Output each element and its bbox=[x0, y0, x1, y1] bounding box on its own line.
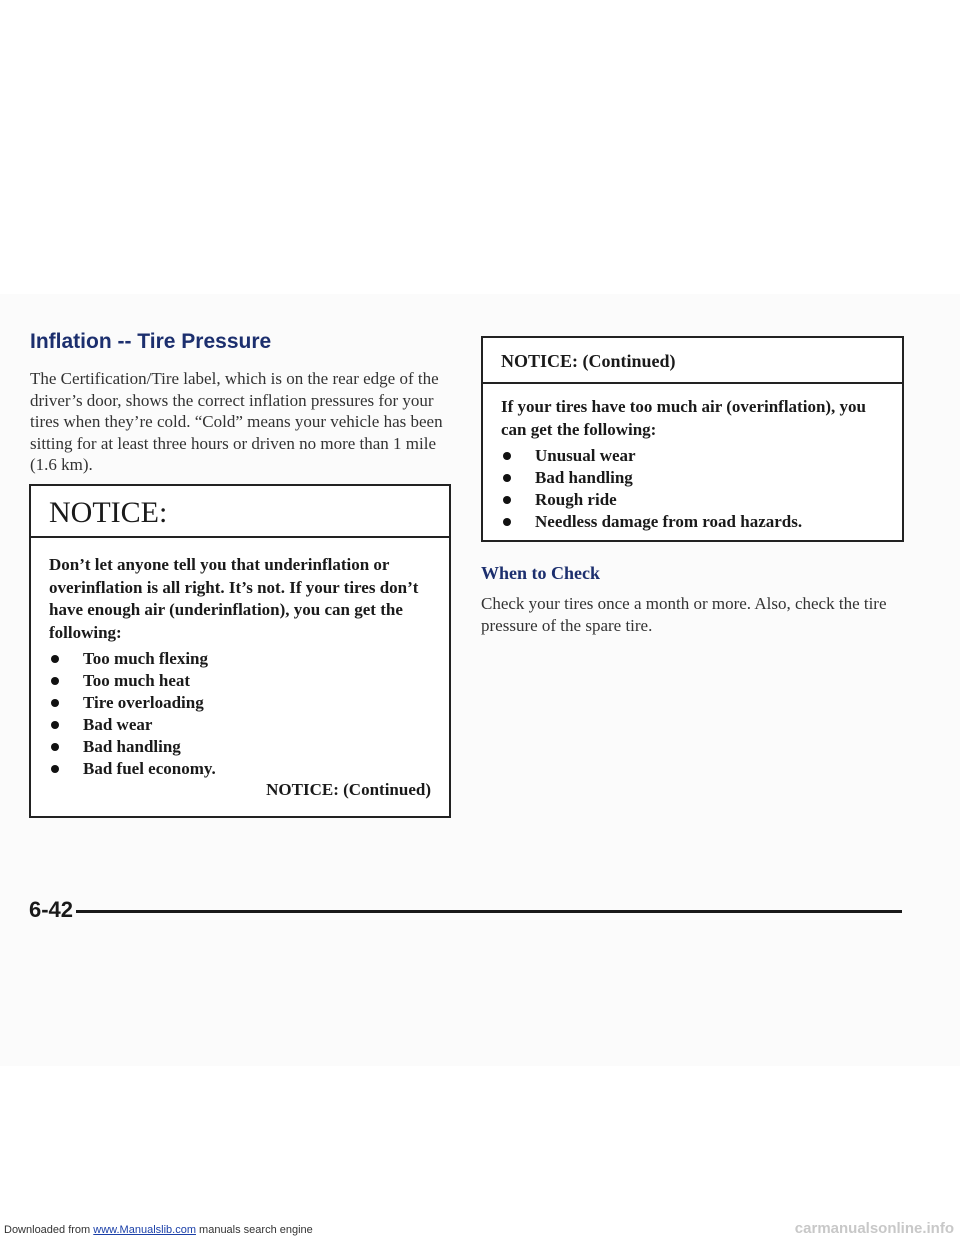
bullet-icon bbox=[51, 677, 59, 685]
list-item: Bad handling bbox=[49, 736, 431, 758]
list-item: Tire overloading bbox=[49, 692, 431, 714]
bullet-icon bbox=[51, 743, 59, 751]
bullet-icon bbox=[51, 699, 59, 707]
notice-continued-box bbox=[481, 336, 904, 542]
notice-continued-body bbox=[483, 384, 902, 533]
overinflation-list bbox=[501, 445, 884, 533]
site-watermark: carmanualsonline.info bbox=[794, 1220, 954, 1237]
list-item: Too much flexing bbox=[49, 648, 431, 670]
intro-paragraph: The Certification/Tire label, which is on the rear edge of the driver’s door, shows the correct inflation pressures for your tires when they’re cold. “Cold” means your vehicle has been sitting for at least three hours or driven no more than 1 mile (1.6 km). bbox=[30, 369, 443, 474]
notice-header bbox=[31, 486, 449, 538]
list-item: Bad handling bbox=[501, 467, 884, 489]
notice-title: NOTICE: bbox=[49, 496, 168, 529]
list-item: Rough ride bbox=[501, 489, 884, 511]
bullet-icon bbox=[503, 518, 511, 526]
notice-continued-label: NOTICE: (Continued) bbox=[266, 780, 431, 799]
list-item: Bad fuel economy. bbox=[49, 758, 431, 780]
notice-continued-title: NOTICE: (Continued) bbox=[501, 351, 676, 371]
notice-text: Don’t let anyone tell you that underinflation or overinflation is all right. It’s not. If your tires don’t have enough air (underinflation), you can get the following: bbox=[49, 555, 419, 642]
bullet-icon bbox=[51, 655, 59, 663]
underinflation-list bbox=[49, 648, 431, 780]
list-item: Too much heat bbox=[49, 670, 431, 692]
section-heading: Inflation -- Tire Pressure bbox=[30, 330, 272, 353]
manualslib-link[interactable]: www.Manualslib.com bbox=[93, 1224, 196, 1236]
download-watermark: Downloaded from www.Manualslib.com manuals search engine bbox=[4, 1224, 313, 1236]
list-item: Unusual wear bbox=[501, 445, 884, 467]
bullet-icon bbox=[503, 496, 511, 504]
when-to-check-text: Check your tires once a month or more. Also, check the tire pressure of the spare tire. bbox=[481, 594, 887, 635]
footer-rule bbox=[76, 910, 902, 913]
bullet-icon bbox=[51, 765, 59, 773]
when-to-check-heading: When to Check bbox=[481, 563, 601, 583]
page-number: 6-42 bbox=[29, 897, 74, 922]
notice-body bbox=[31, 538, 449, 780]
bullet-icon bbox=[503, 452, 511, 460]
notice-continued-header bbox=[483, 338, 902, 384]
bullet-icon bbox=[51, 721, 59, 729]
bullet-icon bbox=[503, 474, 511, 482]
notice-continued-text: If your tires have too much air (overinflation), you can get the following: bbox=[501, 397, 867, 439]
list-item: Bad wear bbox=[49, 714, 431, 736]
list-item: Needless damage from road hazards. bbox=[501, 511, 884, 533]
notice-box bbox=[29, 484, 451, 818]
